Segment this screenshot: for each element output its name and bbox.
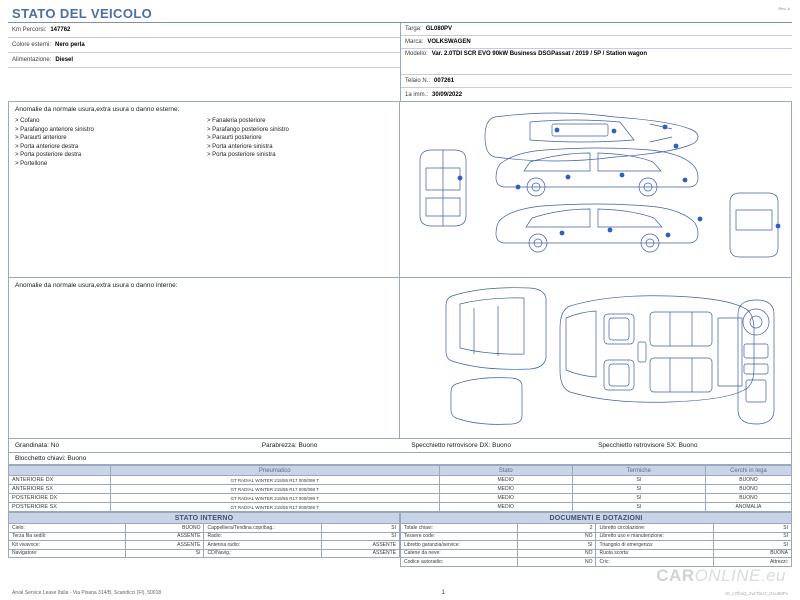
list-item: > Cofano (15, 117, 201, 126)
info-label: Marca: (405, 39, 424, 45)
table-row (401, 541, 792, 550)
field-label: Radio: (204, 532, 321, 541)
vehicle-info-right (400, 23, 792, 101)
status-label: Blocchetto chiavi: (15, 455, 66, 462)
tyre-description: GT RADIAL WINTER 215/55 R17 000/098 T (110, 503, 439, 512)
field-label: Codice autoradio: (401, 558, 518, 567)
status-label: Grandinata: (15, 442, 49, 449)
col-position (9, 466, 111, 476)
table-row (401, 549, 792, 558)
info-value: VOLKSWAGEN (427, 39, 471, 45)
status-mirror-sx (598, 442, 785, 449)
col-termiche: Termiche (572, 466, 705, 476)
list-item: > Porta anteriore sinistra (207, 143, 393, 152)
info-value: 30/09/2022 (432, 91, 463, 98)
bottom-tables (8, 512, 792, 567)
field-value: SI (713, 532, 791, 541)
tyre-position: ANTERIORE DX (9, 476, 111, 485)
car-side-view-left (496, 148, 698, 196)
car-front-view (420, 150, 466, 226)
field-value: NO (518, 549, 596, 558)
list-item: > Fanaleria posteriore (207, 117, 393, 126)
field-value: BUONA (713, 549, 791, 558)
footer-document-id: ID_c7fbvQ_2vz7bU2_GLu80Pv (725, 591, 788, 596)
field-value: ASSENTE (126, 532, 204, 541)
tyre-position: POSTERIORE SX (9, 503, 111, 512)
tyre-rim: BUONO (705, 494, 791, 503)
info-label: Km Percorsi: (12, 27, 47, 33)
external-damage-panel (8, 102, 792, 278)
external-damage-title: Anomalie da normale usura,extra usura o danno esterne: (15, 106, 180, 113)
tyre-position: POSTERIORE DX (9, 494, 111, 503)
field-value: SI (321, 524, 399, 533)
field-value: 2 (518, 524, 596, 533)
info-value: 147762 (50, 27, 71, 33)
list-item: > Porta posteriore destra (15, 151, 201, 160)
list-item: > Parafango anteriore sinistro (15, 126, 201, 135)
status-grandinata (15, 442, 262, 449)
field-label: Catene da neve: (401, 549, 518, 558)
info-label: Targa: (405, 26, 422, 32)
tyre-state: MEDIO (439, 476, 572, 485)
cargo-view (451, 378, 522, 425)
info-row (401, 75, 792, 88)
internal-damage-diagram (400, 278, 791, 438)
table-row (9, 549, 400, 558)
list-item: > Porta anteriore destra (15, 143, 201, 152)
info-label: 1a imm.: (405, 91, 429, 98)
watermark-part-2: ONLINE (694, 566, 761, 585)
field-label: Terza fila sedili: (9, 532, 126, 541)
status-label: Specchietto retrovisore SX: (598, 442, 677, 449)
info-label: Alimentazione: (12, 57, 52, 63)
status-label: Parabrezza: (261, 442, 297, 449)
field-label: Ruota scorta: (596, 549, 713, 558)
external-damage-column-2 (207, 117, 393, 168)
field-value: SI (126, 549, 204, 558)
table-row (401, 524, 792, 533)
tyre-description: GT RADIAL WINTER 215/55 R17 000/098 T (110, 494, 439, 503)
table-row (9, 532, 400, 541)
tyre-rim: BUONO (705, 476, 791, 485)
car-top-view (485, 113, 698, 161)
watermark (656, 566, 786, 586)
info-row (8, 53, 400, 68)
tyre-state: MEDIO (439, 494, 572, 503)
status-value: No (50, 442, 60, 449)
external-damage-diagram (400, 102, 791, 277)
status-blocchetto-chiavi (15, 455, 86, 462)
status-value: Buono (678, 442, 698, 449)
field-label: Totale chiavi: (401, 524, 518, 533)
car-rear-view (730, 193, 778, 257)
list-item: > Parafango posteriore sinistro (207, 126, 393, 135)
documents-title: DOCUMENTI E DOTAZIONI (401, 513, 792, 524)
car-interior-views-svg (400, 278, 796, 436)
interior-status-table (8, 512, 400, 558)
field-label: Tessere code: (401, 532, 518, 541)
field-value: BUONO (126, 524, 204, 533)
documents-table (400, 512, 792, 567)
info-row (401, 49, 792, 75)
dashboard-detail-view (738, 300, 774, 424)
info-value: Var. 2.0TDI SCR EVO 90kW Business DSGPassat / 2019 / 5P / Station wagon (431, 51, 647, 57)
internal-damage-title: Anomalie da normale usura,extra usura o danno interne: (15, 282, 178, 289)
info-row (401, 23, 792, 36)
field-label: Libretto uso e manutenzione: (596, 532, 713, 541)
internal-damage-list (9, 278, 400, 438)
field-label: Cielo: (9, 524, 126, 533)
vehicle-info (8, 23, 792, 102)
tyre-thermal: SI (572, 503, 705, 512)
list-item: > Paraurti anteriore (15, 134, 201, 143)
table-row (9, 524, 400, 533)
table-row (9, 503, 792, 512)
tyre-rim: BUONO (705, 485, 791, 494)
status-label: Specchietto retrovisore DX: (411, 442, 491, 449)
tyre-description: GT RADIAL WINTER 215/55 R17 000/098 T (110, 485, 439, 494)
field-value: NO (518, 532, 596, 541)
external-damage-list (9, 102, 400, 277)
trunk-view (446, 288, 546, 370)
status-mirror-dx (411, 442, 598, 449)
cabin-top-view (560, 296, 754, 403)
info-value: Diesel (55, 57, 74, 63)
info-row (8, 38, 400, 53)
table-row (401, 558, 792, 567)
table-header-row (9, 466, 792, 476)
status-value: Buono (67, 455, 87, 462)
field-label: CD/Navig.: (204, 549, 321, 558)
table-row (401, 532, 792, 541)
field-value: SI (713, 524, 791, 533)
vehicle-info-left (8, 23, 400, 101)
tyre-thermal: SI (572, 485, 705, 494)
tyre-position: ANTERIORE SX (9, 485, 111, 494)
col-cerchi: Cerchi in lega (705, 466, 791, 476)
page-number: 1 (441, 590, 445, 596)
info-value: Nero perla (55, 42, 85, 48)
footer-company: Arval Service Lease Italia - Via Pisana 314/B, Scandicci (FI), 50018 (12, 590, 162, 596)
field-label: Cappelliera/Tendina copribag.: (204, 524, 321, 533)
field-value: SI (713, 541, 791, 550)
status-value: Buono (492, 442, 511, 449)
external-damage-column-1 (15, 117, 201, 168)
car-exterior-views-svg (400, 102, 796, 275)
col-stato: Stato (439, 466, 572, 476)
interior-status-section (8, 512, 400, 567)
list-item: > Porta posteriore sinistra (207, 151, 393, 160)
field-label: Libretto garanzia/service: (401, 541, 518, 550)
status-line-1 (8, 439, 792, 453)
field-label: Cric: (596, 558, 713, 567)
info-row (401, 88, 792, 101)
watermark-part-3: .eu (760, 566, 786, 585)
damage-markers (458, 125, 781, 238)
field-label: Navigatore: (9, 549, 126, 558)
tyre-state: MEDIO (439, 485, 572, 494)
field-label: Kit vivavoce: (9, 541, 126, 550)
status-value: Buono (298, 442, 318, 449)
page-footer (0, 590, 800, 596)
info-label: Telaio N.: (405, 78, 431, 84)
list-item: > Portellone (15, 160, 201, 169)
field-value: Attrezzi: (713, 558, 791, 567)
field-value: NO (518, 558, 596, 567)
status-parabrezza (262, 442, 412, 449)
status-line-2 (8, 453, 792, 465)
tyre-rim: ANOMALIA (705, 503, 791, 512)
car-side-view-right (496, 204, 698, 252)
info-value: GL080PV (425, 26, 453, 32)
table-row (9, 476, 792, 485)
tyre-description: GT RADIAL WINTER 215/55 R17 000/098 T (110, 476, 439, 485)
info-label: Modello: (405, 51, 428, 57)
field-label: Triangolo di emergenza: (596, 541, 713, 550)
table-row (9, 485, 792, 494)
tyre-state: MEDIO (439, 503, 572, 512)
list-item: > Paraurti posteriore (207, 134, 393, 143)
tyre-thermal: SI (572, 476, 705, 485)
internal-damage-panel (8, 278, 792, 439)
field-value: SI (321, 532, 399, 541)
field-label: Libretto circolazione: (596, 524, 713, 533)
field-value: SI (518, 541, 596, 550)
revision-label: Rev. A (778, 6, 790, 11)
tyre-thermal: SI (572, 494, 705, 503)
watermark-part-1: CAR (656, 566, 695, 585)
tyres-table (8, 465, 792, 512)
table-row (9, 494, 792, 503)
page-title: STATO DEL VEICOLO (8, 4, 792, 23)
col-pneumatico: Pneumatico (110, 466, 439, 476)
info-row (401, 36, 792, 49)
info-value: 007261 (434, 78, 455, 84)
documents-section (400, 512, 792, 567)
field-value: ASSENTE (126, 541, 204, 550)
interior-status-title: STATO INTERNO (9, 513, 400, 524)
table-row (9, 541, 400, 550)
info-label: Colore esterni: (12, 42, 52, 48)
info-row (8, 23, 400, 38)
field-value: ASSENTE (321, 549, 399, 558)
field-label: Antenna radio: (204, 541, 321, 550)
field-value: ASSENTE (321, 541, 399, 550)
